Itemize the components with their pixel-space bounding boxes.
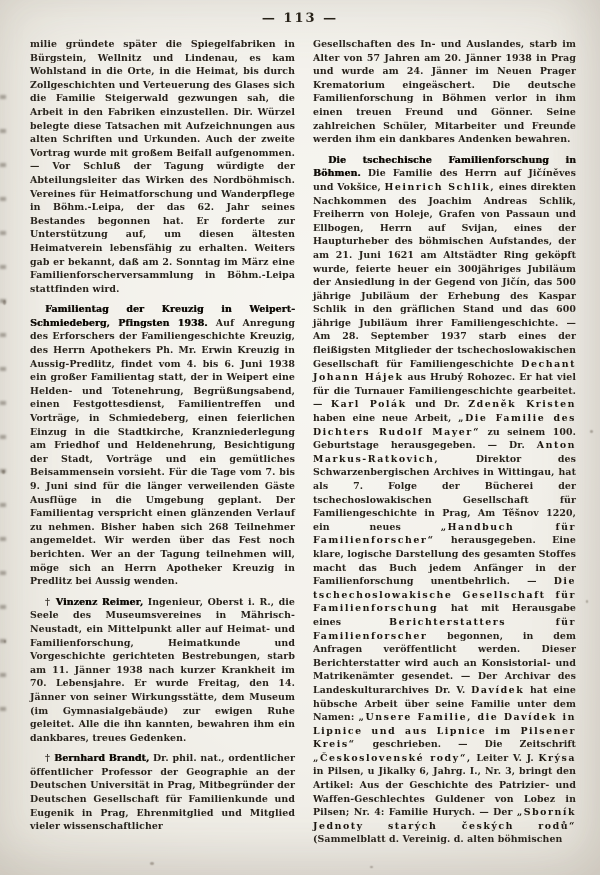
- paragraph: [313, 38, 576, 147]
- scan-speck: [370, 866, 373, 868]
- paragraph: [30, 303, 295, 588]
- text-run: Vinzenz Reimer,: [55, 596, 144, 608]
- text-run: Dr. phil. nat., ordentlicher öffentlicher Professor der Geographie an der Deutschen Universität in Prag, Mitbegründer der Deutschen Gesellschaft für Familienkunde und Eugenik in Prag, Ehrenmitglied und Mitglied vieler wissenschaftlicher: [30, 753, 295, 833]
- text-run: und Dr.: [406, 399, 469, 411]
- text-run: Dechant Johann Hájek: [313, 358, 576, 384]
- text-run: hat mit Herausgabe eines: [313, 603, 576, 628]
- text-run: Anton Markus-Ratkovich,: [313, 440, 576, 465]
- text-run: Berichterstatters für Familienforscher: [313, 616, 577, 642]
- text-run: †: [45, 753, 55, 765]
- text-run: zu seinem 100. Geburtstage herausgegeben. — Dr.: [313, 426, 576, 452]
- text-run: Zdeněk Kristen: [468, 399, 576, 411]
- left-column: [30, 38, 295, 847]
- paragraph: [30, 596, 295, 746]
- text-run: eines direkten Nachkommen des Joachim Andreas Schlik, Freiherrn von Holeje, Grafen von Passaun und Ellbogen, Herrn auf Svijan, eines der Haupturheber des böhmischen Aufstandes, der am 21. Juni 1621 am Altstädter Ring geköpft wurde, feierte heuer ein 300jähriges Jubiläum der Ansiedlung in der Gegend von Jičín, das 500 jährige Jubiläum der Erhebung des Kaspar Schlik in den gräflichen Stand und das 600 jährige Jubiläum ihrer Familiengeschichte. — Am 28. September 1937 starb eines der fleißigsten Mitglieder der tschechoslowakischen Gesellschaft für Familiengeschichte: [313, 181, 576, 370]
- text-run: Bernhard Brandt,: [54, 753, 150, 765]
- text-run: herausgegeben. Eine klare, logische Darstellung des gesamten Stoffes macht das Buch jedem Anfänger in der Familienforschung unentbehrlich. —: [313, 535, 576, 588]
- text-run: begonnen, in dem Anfragen veröffentlicht werden. Dieser Berichterstatter wird auch an Konsistorial- und Matrikenämter gesendet. — Der Archivar des Landeskulturarchives Dr. V.: [313, 630, 576, 696]
- text-run: Auf Anregung des Erforschers der Familiengeschichte Kreuzig, des Herrn Apothekers Ph. Mr. Erwin Kreuzig in Aussig-Predlitz, findet vom 4. bis 6. Juni 1938 ein großer Familientag statt, der in Weipert eine Helden- und Totenehrung, Begrüßungsabend, einen Festgottesdienst, Familientreffen und Vorträge, in Schmiedeberg, einen feierlichen Einzug in die Stadtkirche, Kranzniederlegung am Friedhof und Heldenehrung, Besichtigung der Stadt, Vorträge und ein gemütliches Beisammensein vorsieht. Für die Tage vom 7. bis 9. Juni sind für die länger verweilenden Gäste Ausflüge in die Umgebung geplant. Der Familientag verspricht einen glänzenden Verlauf zu nehmen. Bisher haben sich 268 Teilnehmer angemeldet. Wir werden über das Fest noch berichten. Wer an der Tagung teilnehmen will, möge sich an Herrn Apotheker Kreuzig in Predlitz bei Aussig wenden.: [30, 317, 296, 588]
- text-run: Familientag der Kreuzig in Weipert-Schmiedeberg, Pfingsten 1938.: [30, 304, 295, 329]
- text-columns: [0, 26, 600, 847]
- text-run: Karl Polák: [330, 399, 407, 411]
- text-run: Die tschechische Familienforschung in Böhmen.: [313, 154, 576, 180]
- paragraph: [313, 154, 576, 847]
- text-run: Gesellschaften des In- und Auslandes, starb im Alter von 57 Jahren am 20. Jänner 1938 in Prag und wurde am 24. Jänner im Neuen Prager Krematorium eingeäschert. Die deutsche Familienforschung in Böhmen verlor in ihm einen treuen Freund und Gönner. Seine zahlreichen Schüler, Mitarbeiter und Freunde werden ihm ein dankbares Andenken bewahren.: [313, 39, 576, 146]
- text-run: Ingenieur, Oberst i. R., die Seele des Museumsvereines in Mährisch-Neustadt, ein Mittelpunkt aller auf Heimat- und Familienforschung, Heimatkunde und Vorgeschichte gerichteten Bestrebungen, starb am 11. Jänner 1938 nach kurzer Krankheit im 70. Lebensjahre. Er wurde Freitag, den 14. Jänner von seiner Wirkungsstätte, dem Museum (im Gymnasialgebäude) zur ewigen Ruhe geleitet. Alle die ihn kannten, bewahren ihm ein dankbares, treues Gedenken.: [30, 596, 295, 744]
- paragraph: [30, 38, 295, 296]
- scan-speck: [150, 862, 154, 865]
- text-run: Direktor des Schwarzenbergischen Archives in Wittingau, hat als 7. Folge der Bücherei der tschechoslowakischen Gesellschaft für Familiengeschichte in Prag, Am Těšnov 1220, ein neues: [313, 453, 576, 533]
- text-run: „Československé rody“,: [313, 752, 472, 764]
- text-run: Leiter V. J.: [471, 752, 539, 764]
- right-column: [313, 38, 576, 847]
- text-run: Die tschechoslowakische Gesellschaft für Familienforschung: [313, 576, 576, 615]
- text-run: in Pilsen, u Jikalky 6, Jahrg. I., Nr. 3, bringt den Artikel: Aus der Geschichte des Patrizier- und Waffen-Geschlechtes Guldener von Lobez in Pilsen; Nr. 4: Familie Hurych. — Der: [313, 766, 576, 819]
- page-number: — 113 —: [261, 11, 339, 26]
- text-run: „Handbuch für Familienforscher“: [313, 521, 576, 547]
- text-run: Die Familie des Herrn auf Jičíněves und Vokšice,: [313, 168, 576, 193]
- text-run: Heinrich Schlik,: [384, 181, 496, 193]
- text-run: „Unsere Familie, die Davídek in Lipnice und aus Lipnice im Pilsener Kreis“: [313, 712, 576, 751]
- paragraph: [30, 752, 295, 834]
- text-run: aus Hrubý Rohozec. Er hat viel für die Turnauer Familiengeschichte gearbeitet. —: [313, 372, 576, 411]
- text-run: haben eine neue Arbeit,: [313, 413, 459, 425]
- text-run: Davídek: [471, 684, 525, 696]
- text-run: geschrieben. — Die Zeitschrift: [355, 739, 576, 751]
- text-run: milie gründete später die Spiegelfabriken in Bürgstein, Wellnitz und Lindenau, es kam Wohlstand in die Orte, in die Heimat, bis durch Zollgeschichten und Verteuerung des Glases sich die Familie Steigerwald gezwungen sah, die Arbeit in den Fabriken einzustellen. Dir. Würzel belegte diese Tatsachen mit Aufzeichnungen aus alten Schriften und Urkunden. Auch der zweite Vortrag wurde mit großem Beifall aufgenommen. — Vor Schluß der Tagung würdigte der Abteilungsleiter das Wirken des Nordböhmisch. Vereines für Heimatforschung und Wanderpflege in Böhm.-Leipa, der das 62. Jahr seines Bestandes begonnen hat. Er forderte zur Unterstützung auf, um diesen ältesten Heimatverein lebensfähig zu erhalten. Weiters gab er bekannt, daß am 2. Sonntag im März eine Familienforscherversammlung in Böhm.-Leipa stattfinden wird.: [30, 39, 295, 295]
- text-run: †: [45, 596, 56, 608]
- text-run: „Die Familie des Dichters Rudolf Mayer“: [313, 413, 576, 438]
- text-run: (Sammelblatt d. Vereinig. d. alten böhmischen: [313, 834, 563, 846]
- text-run: Krýsa: [538, 752, 576, 764]
- text-run: „Sborník Jednoty starých českých rodů“: [313, 807, 576, 832]
- text-run: hat eine hübsche Arbeit über seine Familie unter dem Namen:: [313, 684, 576, 724]
